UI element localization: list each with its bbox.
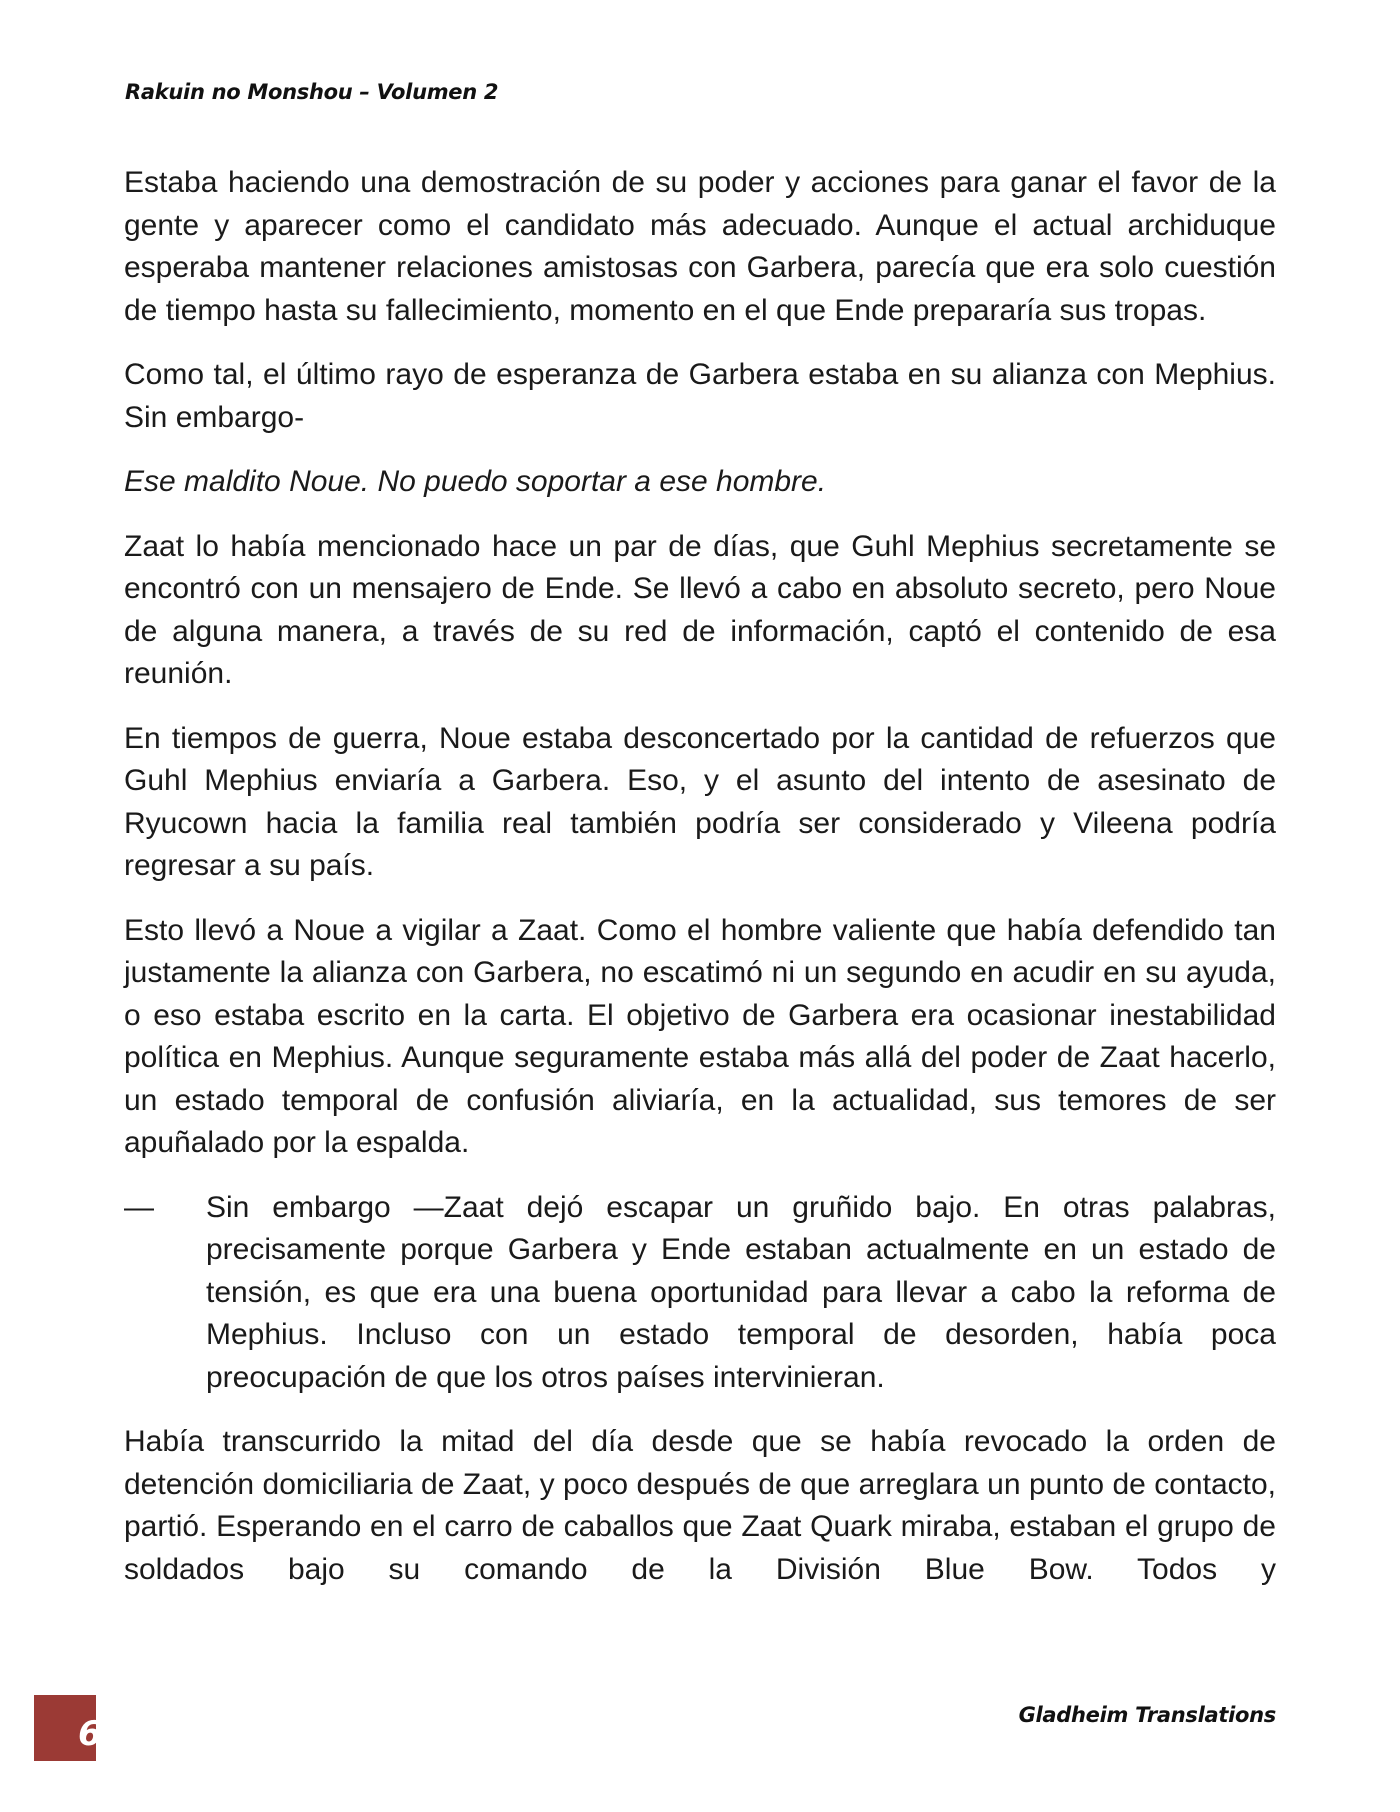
paragraph-4: Zaat lo había mencionado hace un par de días, que Guhl Mephius secretamente se encontró con un mensajero de Ende. Se llevó a cabo en absoluto secreto, pero Noue de alguna manera, a través de su red de información, captó el contenido de esa reunión. [124, 529, 1276, 690]
dialogue-dash: — [124, 1190, 154, 1224]
paragraph-6: Esto llevó a Noue a vigilar a Zaat. Como el hombre valiente que había defendido tan justamente la alianza con Garbera, no escatimó ni un segundo en acudir en su ayuda, o eso estaba escrito en la carta. El objetivo de Garbera era ocasionar inestabilidad política en Mephius. Aunque seguramente estaba más allá del poder de Zaat hacerlo, un estado temporal de confusión aliviaría, en la actualidad, sus temores de ser apuñalado por la espalda. [124, 913, 1276, 1159]
page-body [124, 162, 1276, 1613]
dialogue-paragraph [124, 1187, 1276, 1400]
page-number: 6 [78, 1714, 102, 1754]
dialogue-text: Sin embargo —Zaat dejó escapar un gruñido bajo. En otras palabras, precisamente porque Garbera y Ende estaban actualmente en un estado de tensión, es que era una buena oportunidad para llevar a cabo la reforma de Mephius. Incluso con un estado temporal de desorden, había poca preocupación de que los otros países intervinieran. [206, 1190, 1276, 1394]
running-header-title: Rakuin no Monshou – Volumen 2 [125, 80, 499, 104]
paragraph-1: Estaba haciendo una demostración de su poder y acciones para ganar el favor de la gente y aparecer como el candidato más adecuado. Aunque el actual archiduque esperaba mantener relaciones amistosas con Garbera, parecía que era solo cuestión de tiempo hasta su fallecimiento, momento en el que Ende prepararía sus tropas. [124, 166, 1276, 327]
paragraph-2: Como tal, el último rayo de esperanza de Garbera estaba en su alianza con Mephius. Sin embargo- [124, 358, 1276, 434]
paragraph-5: En tiempos de guerra, Noue estaba desconcertado por la cantidad de refuerzos que Guhl Mephius enviaría a Garbera. Eso, y el asunto del intento de asesinato de Ryucown hacia la familia real también podría ser considerado y Vileena podría regresar a su país. [124, 721, 1276, 882]
italic-thought-line: Ese maldito Noue. No puedo soportar a ese hombre. [124, 465, 827, 498]
footer-credit: Gladheim Translations [1018, 1703, 1276, 1727]
page-number-underline [34, 1761, 98, 1763]
paragraph-8: Había transcurrido la mitad del día desde que se había revocado la orden de detención domiciliaria de Zaat, y poco después de que arreglara un punto de contacto, partió. Esperando en el carro de caballos que Zaat Quark miraba, estaban el grupo de soldados bajo su comando de la División Blue Bow. Todos y [124, 1425, 1276, 1586]
